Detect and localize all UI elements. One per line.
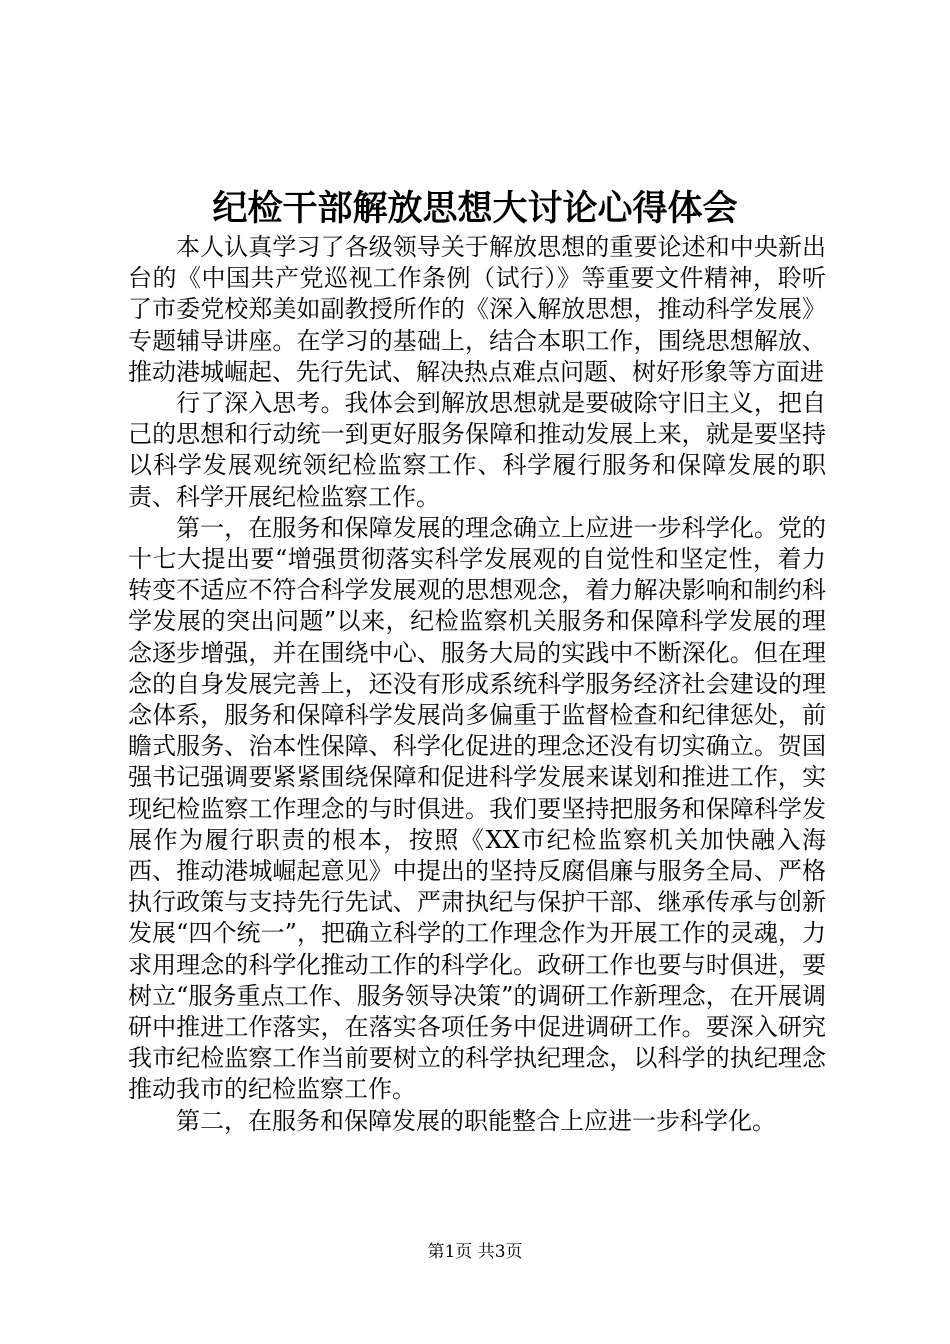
paragraph-2: 行了深入思考。我体会到解放思想就是要破除守旧主义，把自己的思想和行动统一到更好服务保障和推动发展上来，就是要坚持以科学发展观统领纪检监察工作、科学履行服务和保障发展的职责、科学开展纪检监察工作。 [128,389,826,511]
paragraph-3: 第一，在服务和保障发展的理念确立上应进一步科学化。党的十七大提出要“增强贯彻落实科学发展观的自觉性和坚定性，着力转变不适应不符合科学发展观的思想观念，着力解决影响和制约科学发展的突出问题”以来，纪检监察机关服务和保障科学发展的理念逐步增强，并在围绕中心、服务大局的实践中不断深化。但在理念的自身发展完善上，还没有形成系统科学服务经济社会建设的理念体系，服务和保障科学发展尚多偏重于监督检查和纪律惩处，前瞻式服务、治本性保障、科学化促进的理念还没有切实确立。贺国强书记强调要紧紧围绕保障和促进科学发展来谋划和推进工作，实现纪检监察工作理念的与时俱进。我们要坚持把服务和保障科学发展作为履行职责的根本，按照《XX市纪检监察机关加快融入海西、推动港城崛起意见》中提出的坚持反腐倡廉与服务全局、严格执行政策与支持先行先试、严肃执纪与保护干部、继承传承与创新发展“四个统一”，把确立科学的工作理念作为开展工作的灵魂，力求用理念的科学化推动工作的科学化。政研工作也要与时俱进，要树立“服务重点工作、服务领导决策”的调研工作新理念，在开展调研中推进工作落实，在落实各项任务中促进调研工作。要深入研究我市纪检监察工作当前要树立的科学执纪理念，以科学的执纪理念推动我市的纪检监察工作。 [128,513,826,1104]
page-number-footer: 第1页 共3页 [427,1242,523,1262]
document-title: 纪检干部解放思想大讨论心得体会 [212,188,738,229]
document-body [128,232,826,1137]
paragraph-1: 本人认真学习了各级领导关于解放思想的重要论述和中央新出台的《中国共产党巡视工作条例（试行）》等重要文件精神，聆听了市委党校郑美如副教授所作的《深入解放思想，推动科学发展》专题辅导讲座。在学习的基础上，结合本职工作，围绕思想解放、推动港城崛起、先行先试、解决热点难点问题、树好形象等方面进 [128,233,826,386]
paragraph-4: 第二，在服务和保障发展的职能整合上应进一步科学化。 [176,1106,776,1135]
